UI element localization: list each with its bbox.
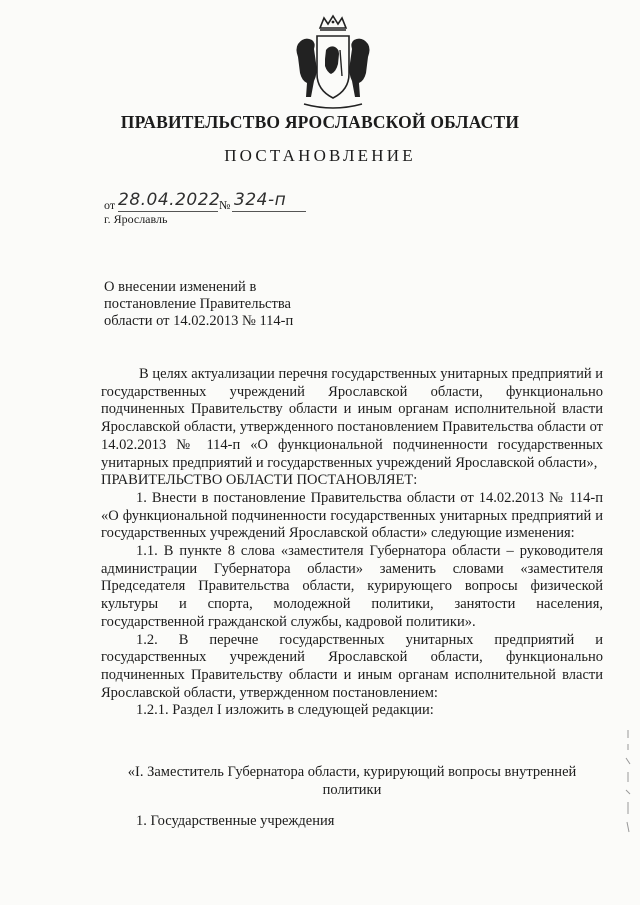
number-underline bbox=[232, 211, 306, 212]
item-1-1: 1.1. В пункте 8 слова «заместителя Губернатора области – руководителя администрации Губернатора области» заменить словами «заместителя Председателя Правительства области, курирующего вопросы физической культуры и спорта, молодежной политики, занятости населения, государственной гражданской службы, кадровой политики». bbox=[101, 543, 603, 630]
number-prefix: № bbox=[219, 198, 231, 212]
preamble-paragraph: В целях актуализации перечня государственных унитарных предприятий и государственных учреждений Ярославской области, функционально подчиненных Правительству области и иным органам исполнительной власти Ярославской области, утвержденного постановлением Правительства области от 14.02.2013 № 114-п «О функциональной подчиненности государственных унитарных предприятий и государственных учреждений Ярославской области», bbox=[101, 366, 603, 471]
date-prefix: от bbox=[104, 198, 116, 212]
document-number: 324-п bbox=[234, 190, 287, 210]
margin-stamp-mark bbox=[623, 728, 633, 838]
item-1-2: 1.2. В перечне государственных унитарных предприятий и государственных учреждений Ярославской области, функционально подчиненных Правительству области и иным органам исполнительной власти Ярославской области, утвержденном постановлением: bbox=[101, 631, 603, 701]
subject-line: постановление Правительства bbox=[104, 296, 291, 312]
coat-of-arms-icon bbox=[290, 14, 376, 112]
section-title: «I. Заместитель Губернатора области, курирующий вопросы внутренней политики bbox=[127, 764, 577, 798]
city: г. Ярославль bbox=[104, 212, 168, 226]
document-date: 28.04.2022 bbox=[118, 190, 221, 210]
resolution-line: ПРАВИТЕЛЬСТВО ОБЛАСТИ ПОСТАНОВЛЯЕТ: bbox=[101, 472, 418, 489]
government-title: ПРАВИТЕЛЬСТВО ЯРОСЛАВСКОЙ ОБЛАСТИ bbox=[120, 112, 520, 132]
subject-line: О внесении изменений в bbox=[104, 279, 257, 295]
document-body bbox=[101, 366, 603, 720]
item-1-2-1: 1.2.1. Раздел I изложить в следующей редакции: bbox=[136, 702, 434, 719]
subsection-title: 1. Государственные учреждения bbox=[136, 813, 335, 829]
document-subject bbox=[104, 279, 334, 330]
document-type: ПОСТАНОВЛЕНИЕ bbox=[224, 146, 416, 165]
item-1: 1. Внести в постановление Правительства области от 14.02.2013 № 114-п «О функциональной подчиненности государственных унитарных предприятий и государственных учреждений Ярославской области» следующие изменения: bbox=[101, 489, 603, 542]
subject-line: области от 14.02.2013 № 114-п bbox=[104, 313, 294, 329]
